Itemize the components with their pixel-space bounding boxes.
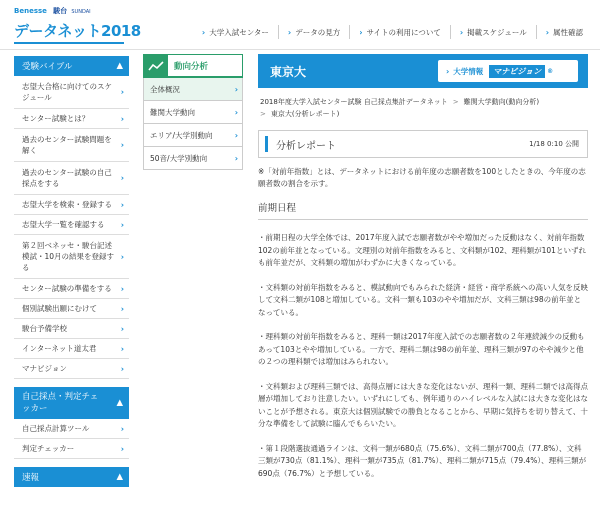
chevron-right-icon: ›	[120, 344, 124, 353]
sidebar-section-news[interactable]	[14, 467, 129, 487]
breadcrumb-item[interactable]: 難関大学動向(動向分析)	[463, 98, 540, 106]
sidebar-item-label: センター試験とは？	[22, 114, 90, 123]
sidebar-item-checker[interactable]	[14, 439, 129, 459]
index-note: ※「対前年指数」とは、データネットにおける前年度の志願者数を100としたときの、今年度の志願者数の割合を示す。	[258, 167, 586, 188]
chevron-right-icon: ›	[201, 27, 206, 37]
topnav-usage[interactable]	[349, 25, 450, 39]
sidebar-section-title: 自己採点・判定チェッカー	[22, 392, 99, 414]
breadcrumb	[258, 96, 588, 120]
chevron-up-icon: ▲	[116, 472, 123, 482]
topnav-data-guide[interactable]	[278, 25, 349, 39]
chevron-right-icon: ›	[120, 220, 124, 229]
menu-item-label: 全体概況	[150, 84, 180, 94]
sidebar-item-label: 第２回ベネッセ・駿台記述模試・10月の結果を登録する	[22, 241, 115, 272]
report-paragraph: ・前期日程の大学全体では、2017年度入試で志願者数がやや増加だった反動はなく、対前年指数102の前年並となっている。文理別の対前年指数をみると、文科類が102、理科類が101といずれも前年並だが、文科類の増加がわずかに大きくなっている。	[258, 233, 586, 267]
sidebar-item-schedule[interactable]	[14, 76, 129, 109]
sidebar-item-label: インターネット道太君	[22, 344, 97, 353]
report-title: 分析レポート	[276, 140, 336, 152]
logo-benesse: Benesse	[14, 7, 47, 15]
sidebar-item-mock-register[interactable]	[14, 235, 129, 279]
breadcrumb-item[interactable]: 2018年度大学入試センター試験 自己採点集計データネット	[260, 98, 448, 106]
chevron-right-icon: ›	[120, 424, 124, 433]
sidebar-item-label: 過去のセンター試験問題を解く	[22, 135, 112, 155]
chevron-right-icon: ›	[120, 200, 124, 209]
topnav-label: 掲載スケジュール	[467, 27, 527, 37]
chevron-right-icon: ›	[459, 27, 464, 37]
sidebar-item-label: マナビジョン	[22, 364, 67, 373]
sidebar-item-self-score[interactable]	[14, 162, 129, 195]
analysis-menu-title: 動向分析	[174, 61, 209, 72]
sidebar-item-label: 過去のセンター試験の自己採点をする	[22, 168, 112, 188]
topnav-schedule[interactable]	[450, 25, 536, 39]
chevron-right-icon: ›	[120, 114, 124, 123]
breadcrumb-separator-icon: >	[452, 98, 459, 106]
site-header	[0, 0, 600, 50]
chevron-right-icon: ›	[120, 87, 124, 97]
sidebar-section-title: 速報	[22, 473, 40, 483]
sidebar-item-center-exam[interactable]	[14, 109, 129, 129]
sidebar-section-checker[interactable]	[14, 387, 129, 419]
topnav-label: サイトの利用について	[366, 27, 441, 37]
chevron-right-icon: ›	[234, 153, 238, 163]
menu-item-label: エリア/大学別動向	[150, 130, 213, 140]
topnav-label: 属性確認	[553, 27, 583, 37]
chevron-right-icon: ›	[446, 66, 450, 76]
report-timestamp: 1/18 0:10 公開	[529, 140, 579, 148]
logo-sundai-en: SUNDAI	[71, 9, 91, 15]
menu-item-area[interactable]	[143, 124, 243, 147]
report-paragraph: ・第１段階選抜通過ラインは、文科一類が680点（75.6%）、文科二類が700点（77.8%）、文科三類が730点（81.1%）、理科一類が735点（81.7%）、理科二類が715点（79.4%）、理科三類が690点（76.7%）と予想している。	[258, 443, 587, 478]
logo-title: データネット2018	[14, 20, 124, 44]
chevron-up-icon: ▲	[116, 61, 123, 71]
report-header	[258, 130, 588, 158]
chevron-right-icon: ›	[120, 173, 124, 183]
topnav-center[interactable]	[193, 25, 278, 39]
chevron-right-icon: ›	[234, 107, 238, 117]
sidebar-item-internet[interactable]	[14, 339, 129, 359]
sidebar-item-label: 個別試験出願にむけて	[22, 304, 97, 313]
menu-item-label: 50音/大学別動向	[150, 153, 208, 163]
sidebar-section-bible[interactable]	[14, 56, 129, 76]
top-nav	[193, 25, 592, 39]
chevron-right-icon: ›	[120, 364, 124, 373]
breadcrumb-current: 東京大(分析レポート)	[270, 110, 340, 118]
report-paragraph: ・文科類および理科三類では、高得点層には大きな変化はないが、理科一類、理科二類では高得点層が増加しており注意したい。いずれにしても、例年通りのハイレベルな入試には大きな変化はないことが予想される。東京大は個別試験での勝負となることから、早期に気持ちを切り替えて、十分な準備をして試験に臨んでもらいたい。	[258, 381, 588, 428]
chevron-right-icon: ›	[234, 84, 238, 94]
sidebar-item-label: 志望大学一覧を確認する	[22, 220, 105, 229]
info-button-label: 大学情報	[453, 66, 484, 76]
chevron-right-icon: ›	[234, 130, 238, 140]
main-content	[258, 54, 588, 480]
sidebar-section-title: 受験バイブル	[22, 62, 73, 72]
logo-sundai: 駿台	[53, 7, 68, 15]
topnav-label: データの見方	[295, 27, 341, 37]
chevron-right-icon: ›	[120, 324, 124, 333]
sidebar-item-calc-tool[interactable]	[14, 419, 129, 439]
sidebar-item-sundai-school[interactable]	[14, 319, 129, 339]
sidebar-item-search-register[interactable]	[14, 195, 129, 215]
sidebar-item-manabision[interactable]	[14, 359, 129, 379]
sidebar-item-list[interactable]	[14, 215, 129, 235]
title-accent-bar	[265, 136, 268, 152]
sidebar-item-label: 志望大合格に向けてのスケジュール	[22, 82, 112, 102]
section-title: 前期日程	[258, 200, 588, 220]
manabision-brand: マナビジョン	[489, 65, 545, 78]
menu-item-overview[interactable]	[143, 78, 243, 101]
university-name: 東京大	[270, 65, 307, 79]
trend-chart-icon	[144, 55, 168, 77]
breadcrumb-separator-icon: >	[260, 110, 266, 118]
chevron-right-icon: ›	[120, 252, 124, 261]
university-banner	[258, 54, 588, 88]
left-sidebar	[14, 56, 129, 512]
sidebar-item-application[interactable]	[14, 299, 129, 319]
sidebar-item-label: 志望大学を検索・登録する	[22, 200, 112, 209]
sidebar-item-label: センター試験の準備をする	[22, 284, 112, 293]
chevron-up-icon: ▲	[116, 398, 123, 408]
sidebar-item-label: 判定チェッカー	[22, 444, 75, 453]
menu-item-label: 難関大学動向	[150, 107, 195, 117]
sidebar-item-label: 自己採点計算ツール	[22, 424, 90, 433]
registered-mark-icon: ®	[547, 67, 554, 75]
chevron-right-icon: ›	[545, 27, 549, 37]
chevron-right-icon: ›	[120, 444, 124, 453]
sidebar-item-prepare[interactable]	[14, 279, 129, 299]
menu-item-top-universities[interactable]	[143, 101, 243, 124]
chevron-right-icon: ›	[120, 304, 124, 313]
site-logo[interactable]	[14, 6, 141, 46]
topnav-attribute[interactable]	[536, 25, 592, 39]
chevron-right-icon: ›	[120, 284, 124, 293]
chevron-right-icon: ›	[120, 140, 124, 150]
menu-item-kana[interactable]	[143, 147, 243, 170]
analysis-menu	[143, 54, 243, 170]
sidebar-item-past-questions[interactable]	[14, 129, 129, 162]
sidebar-item-label: 駿台予備学校	[22, 324, 67, 333]
university-info-button[interactable]	[438, 60, 578, 82]
analysis-menu-header	[143, 54, 243, 78]
report-paragraph: ・理科類の対前年指数をみると、理科一類は2017年度入試での志願者数の２年連続減少の反動もあって103とやや増加している。一方で、理科二類は98の前年並、理科三類が97のやや減少と他の２つの理科類では増加はみられない。	[258, 332, 585, 366]
logo-partners	[14, 6, 129, 16]
topnav-label: 大学入試センター	[209, 27, 269, 37]
report-paragraph: ・文科類の対前年指数をみると、模試動向でもみられた経済・経営・商学系統への高い人気を反映して文科二類が108と増加している。文科一類も103のやや増加だが、文科三類は98の前年並となっている。	[258, 282, 588, 317]
chevron-right-icon: ›	[287, 27, 292, 37]
chevron-right-icon: ›	[359, 27, 363, 37]
